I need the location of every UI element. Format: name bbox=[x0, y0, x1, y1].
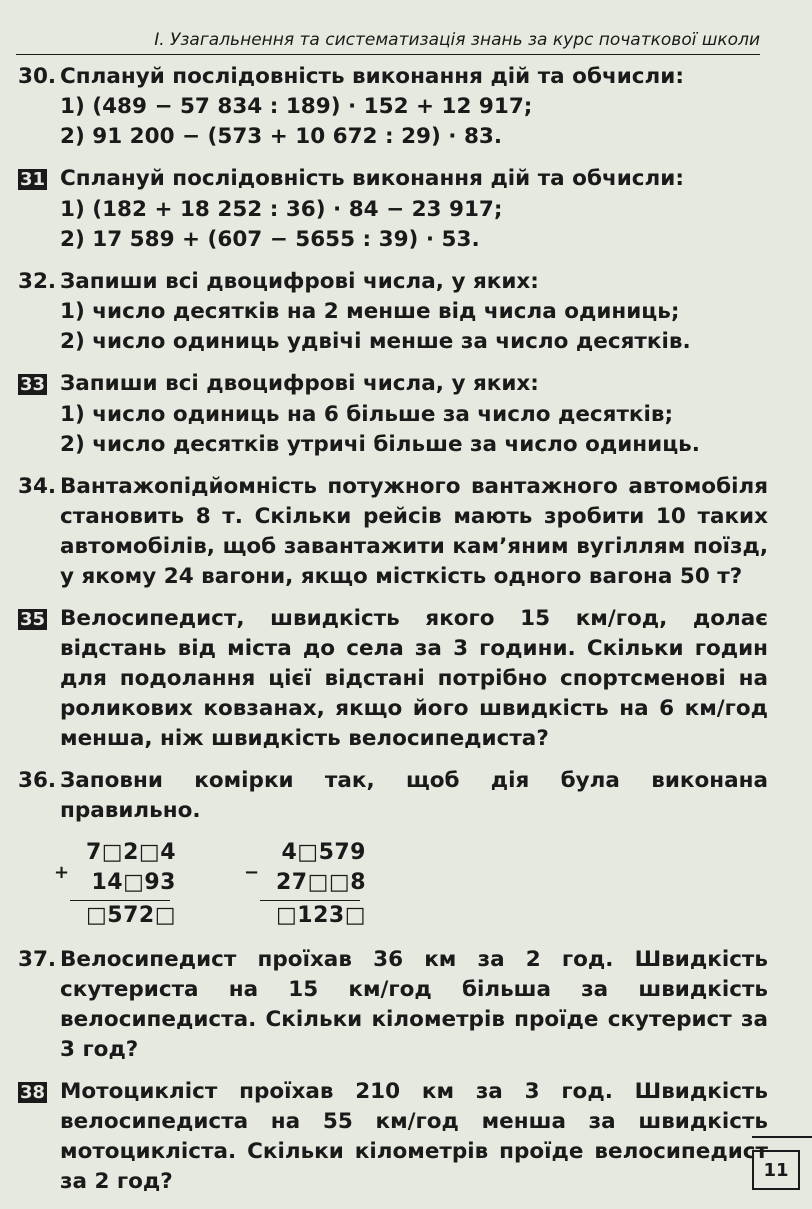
minus-sign: − bbox=[244, 862, 260, 883]
task-number: 36. bbox=[18, 768, 57, 793]
task-number: 34. bbox=[18, 474, 57, 499]
task-text: Запиши всі двоцифрові числа, у яких: bbox=[60, 371, 539, 396]
minuend: 4□579 bbox=[281, 840, 366, 865]
task-text: Велосипедист, швидкість якого 15 км/год, долає відстань від міста до села за 3 години. Скільки годин для подолання цієї відстані потрібно спортсменові на роликових ковзанах, якщо його швидкість на 6 км/год менша, ніж швидкість велосипедиста? bbox=[60, 606, 768, 751]
task-number: 33 bbox=[20, 374, 46, 395]
task-text: Заповни комірки так, щоб дія була виконана правильно. bbox=[60, 768, 768, 823]
task-number: 32. bbox=[18, 269, 57, 294]
task-subitem: 2) число десятків утричі більше за число одиниць. bbox=[60, 432, 700, 457]
digit-puzzle bbox=[18, 838, 768, 931]
addend-top: 7□2□4 bbox=[86, 840, 176, 865]
addition-column bbox=[54, 838, 176, 931]
page-content bbox=[18, 62, 768, 1209]
subtrahend: 27□□8 bbox=[276, 870, 366, 895]
sum-result: □572□ bbox=[86, 903, 176, 928]
difference-result: □123□ bbox=[276, 903, 366, 928]
subtraction-column bbox=[244, 838, 366, 931]
task bbox=[18, 604, 768, 754]
page-number: 11 bbox=[752, 1150, 800, 1190]
task-text: Сплануй послідовність виконання дій та обчисли: bbox=[60, 64, 684, 89]
task-text: Велосипедист проїхав 36 км за 2 год. Швидкість скутериста на 15 км/год більша за швидкість велосипедиста. Скільки кілометрів проїде скутерист за 3 год? bbox=[60, 947, 768, 1062]
task-number: 37. bbox=[18, 947, 57, 972]
task-number: 31 bbox=[20, 169, 46, 190]
task-subitem: 1) (182 + 18 252 : 36) · 84 − 23 917; bbox=[60, 197, 503, 222]
task-subitem: 1) (489 − 57 834 : 189) · 152 + 12 917; bbox=[60, 94, 533, 119]
task-number: 30. bbox=[18, 64, 57, 89]
page-number-rule bbox=[752, 1136, 812, 1138]
task bbox=[18, 1077, 768, 1197]
plus-sign: + bbox=[54, 862, 70, 883]
task-text: Сплануй послідовність виконання дій та обчисли: bbox=[60, 166, 684, 191]
task-subitem: 1) число одиниць на 6 більше за число десятків; bbox=[60, 402, 674, 427]
task-text: Вантажопідйомність потужного вантажного автомобіля становить 8 т. Скільки рейсів мають зробити 10 таких автомобілів, щоб завантажити кам’яним вугіллям поїзд, у якому 24 вагони, якщо місткість одного вагона 50 т? bbox=[60, 474, 768, 589]
task bbox=[18, 472, 768, 592]
task bbox=[18, 267, 768, 357]
running-header: I. Узагальнення та систематизація знань за курс початкової школи bbox=[16, 30, 760, 55]
task-subitem: 1) число десятків на 2 менше від числа одиниць; bbox=[60, 299, 680, 324]
task-subitem: 2) 91 200 − (573 + 10 672 : 29) · 83. bbox=[60, 124, 503, 149]
addend-bottom: 14□93 bbox=[91, 870, 176, 895]
task bbox=[18, 164, 768, 255]
task-number: 38 bbox=[20, 1082, 46, 1103]
task-text: Запиши всі двоцифрові числа, у яких: bbox=[60, 269, 539, 294]
task-subitem: 2) 17 589 + (607 − 5655 : 39) · 53. bbox=[60, 227, 480, 252]
task bbox=[18, 369, 768, 460]
task bbox=[18, 62, 768, 152]
task-subitem: 2) число одиниць удвічі менше за число десятків. bbox=[60, 329, 691, 354]
task bbox=[18, 945, 768, 1065]
task-text: Мотоцикліст проїхав 210 км за 3 год. Швидкість велосипедиста на 55 км/год менша за швидкість мотоцикліста. Скільки кілометрів проїде велосипедист за 2 год? bbox=[60, 1079, 768, 1194]
task bbox=[18, 766, 768, 826]
task-number: 35 bbox=[20, 609, 46, 630]
